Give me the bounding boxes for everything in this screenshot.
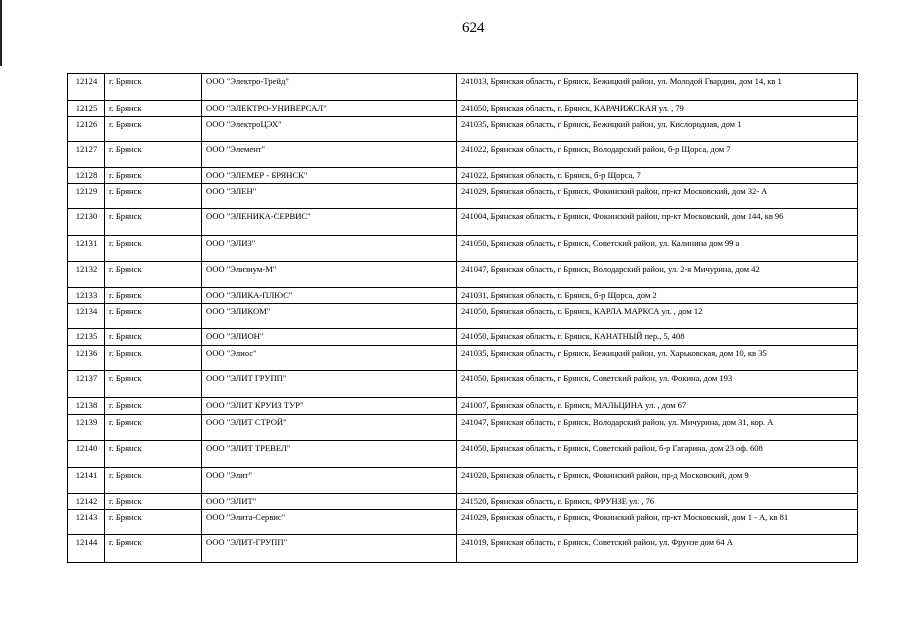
table-row [68,262,858,288]
row-address: 241050, Брянская область, г. Брянск, КАРАЧИЖСКАЯ ул. , 79 [457,101,858,117]
registry-table [67,73,858,563]
table-row [68,74,858,101]
row-number: 12144 [68,535,105,563]
row-city: г. Брянск [105,329,202,346]
table-row [68,168,858,184]
table-row [68,209,858,236]
row-organization: ООО "Элит" [202,468,457,494]
row-address: 241020, Брянская область, г Брянск, Фокинский район, пр-д Московский, дом 9 [457,468,858,494]
row-city: г. Брянск [105,415,202,441]
row-city: г. Брянск [105,184,202,209]
table-row [68,236,858,262]
row-city: г. Брянск [105,168,202,184]
row-number: 12127 [68,142,105,168]
row-organization: ООО "ЭЛИТ ГРУПП" [202,371,457,398]
row-number: 12130 [68,209,105,236]
row-city: г. Брянск [105,441,202,468]
row-city: г. Брянск [105,209,202,236]
table-row [68,415,858,441]
row-city: г. Брянск [105,288,202,304]
row-organization: ООО "ЭЛИТ КРУИЗ ТУР" [202,398,457,415]
row-number: 12135 [68,329,105,346]
row-number: 12138 [68,398,105,415]
row-address: 241520, Брянская область, г. Брянск, ФРУНЗЕ ул. , 76 [457,494,858,510]
table-row [68,346,858,371]
row-city: г. Брянск [105,346,202,371]
row-organization: ООО "ЭлектроЦЭХ" [202,117,457,142]
table-row [68,304,858,329]
row-address: 241029, Брянская область, г Брянск, Фокинский район, пр-кт Московский, дом 32- А [457,184,858,209]
row-organization: ООО "Элиос" [202,346,457,371]
table-row [68,101,858,117]
table-row [68,468,858,494]
row-city: г. Брянск [105,117,202,142]
row-number: 12132 [68,262,105,288]
registry-table-body [68,74,858,563]
row-organization: ООО "ЭЛИТ СТРОЙ" [202,415,457,441]
table-row [68,288,858,304]
row-number: 12129 [68,184,105,209]
row-city: г. Брянск [105,101,202,117]
row-address: 241029, Брянская область, г Брянск, Фокинский район, пр-кт Московский, дом 1 - А, кв 81 [457,510,858,535]
table-row [68,117,858,142]
row-city: г. Брянск [105,371,202,398]
row-city: г. Брянск [105,304,202,329]
row-address: 241050, Брянская область, г Брянск, Советский район, ул. Фокина, дом 193 [457,371,858,398]
page-edge-line [0,0,2,66]
row-address: 241047, Брянская область, г Брянск, Володарский район, ул. Мичурина, дом 31, кор. А [457,415,858,441]
row-address: 241031, Брянская область, г. Брянск, б-р Щорса, дом 2 [457,288,858,304]
row-number: 12143 [68,510,105,535]
row-city: г. Брянск [105,236,202,262]
table-row [68,494,858,510]
row-number: 12134 [68,304,105,329]
row-organization: ООО "ЭЛЕКТРО-УНИВЕРСАЛ" [202,101,457,117]
row-organization: ООО "ЭЛИКА-ПЛЮС" [202,288,457,304]
row-organization: ООО "Элита-Сервис" [202,510,457,535]
row-number: 12142 [68,494,105,510]
table-row [68,371,858,398]
table-row [68,535,858,563]
row-number: 12128 [68,168,105,184]
table-row [68,142,858,168]
table-row [68,329,858,346]
row-organization: ООО "ЭЛЕМЕР - БРЯНСК" [202,168,457,184]
table-row [68,441,858,468]
row-address: 241050, Брянская область, г. Брянск, КАНАТНЫЙ пер., 5, 408 [457,329,858,346]
row-city: г. Брянск [105,74,202,101]
row-address: 241013, Брянская область, г Брянск, Бежицкий район, ул. Молодой Гвардии, дом 14, кв 1 [457,74,858,101]
row-organization: ООО "ЭЛИОН" [202,329,457,346]
row-city: г. Брянск [105,142,202,168]
row-organization: ООО "ЭЛИКОМ" [202,304,457,329]
table-row [68,510,858,535]
row-address: 241035, Брянская область, г Брянск, Бежицкий район, ул. Харьковская, дом 10, кв 35 [457,346,858,371]
row-organization: ООО "ЭЛИТ ТРЕВЕЛ" [202,441,457,468]
row-address: 241035, Брянская область, г Брянск, Бежицкий район, ул. Кислородная, дом 1 [457,117,858,142]
row-address: 241050, Брянская область, г. Брянск, КАРЛА МАРКСА ул. , дом 12 [457,304,858,329]
row-organization: ООО "Элемент" [202,142,457,168]
row-organization: ООО "ЭЛЕН" [202,184,457,209]
row-address: 241022, Брянская область, г. Брянск, б-р Щорса, 7 [457,168,858,184]
row-city: г. Брянск [105,494,202,510]
row-address: 241047, Брянская область, г Брянск, Володарский район, ул. 2-я Мичурина, дом 42 [457,262,858,288]
row-number: 12125 [68,101,105,117]
row-organization: ООО "Электро-Трейд" [202,74,457,101]
row-organization: ООО "ЭЛИТ" [202,494,457,510]
row-address: 241004, Брянская область, г Брянск, Фокинский район, пр-кт Московский, дом 144, кв 96 [457,209,858,236]
row-address: 241019, Брянская область, г Брянск, Советский район, ул. Фрунзе дом 64 А [457,535,858,563]
row-city: г. Брянск [105,398,202,415]
row-organization: ООО "ЭЛИЗ" [202,236,457,262]
row-number: 12126 [68,117,105,142]
row-address: 241050, Брянская область, г Брянск, Советский район, б-р Гагарина, дом 23 оф. 608 [457,441,858,468]
row-number: 12133 [68,288,105,304]
row-number: 12131 [68,236,105,262]
row-city: г. Брянск [105,262,202,288]
row-number: 12139 [68,415,105,441]
table-row [68,184,858,209]
row-number: 12141 [68,468,105,494]
row-organization: ООО "Элизиум-М" [202,262,457,288]
row-city: г. Брянск [105,510,202,535]
row-organization: ООО "ЭЛИТ-ГРУПП" [202,535,457,563]
row-number: 12137 [68,371,105,398]
table-row [68,398,858,415]
row-number: 12140 [68,441,105,468]
row-address: 241007, Брянская область, г. Брянск, МАЛЬЦИНА ул. , дом 67 [457,398,858,415]
row-address: 241050, Брянская область, г Брянск, Советский район, ул. Калинина дом 99 а [457,236,858,262]
row-address: 241022, Брянская область, г Брянск, Володарский район, б-р Щорса, дом 7 [457,142,858,168]
row-number: 12136 [68,346,105,371]
row-number: 12124 [68,74,105,101]
page-number: 624 [462,20,485,36]
row-city: г. Брянск [105,468,202,494]
row-organization: ООО "ЭЛЕНИКА-СЕРВИС" [202,209,457,236]
row-city: г. Брянск [105,535,202,563]
